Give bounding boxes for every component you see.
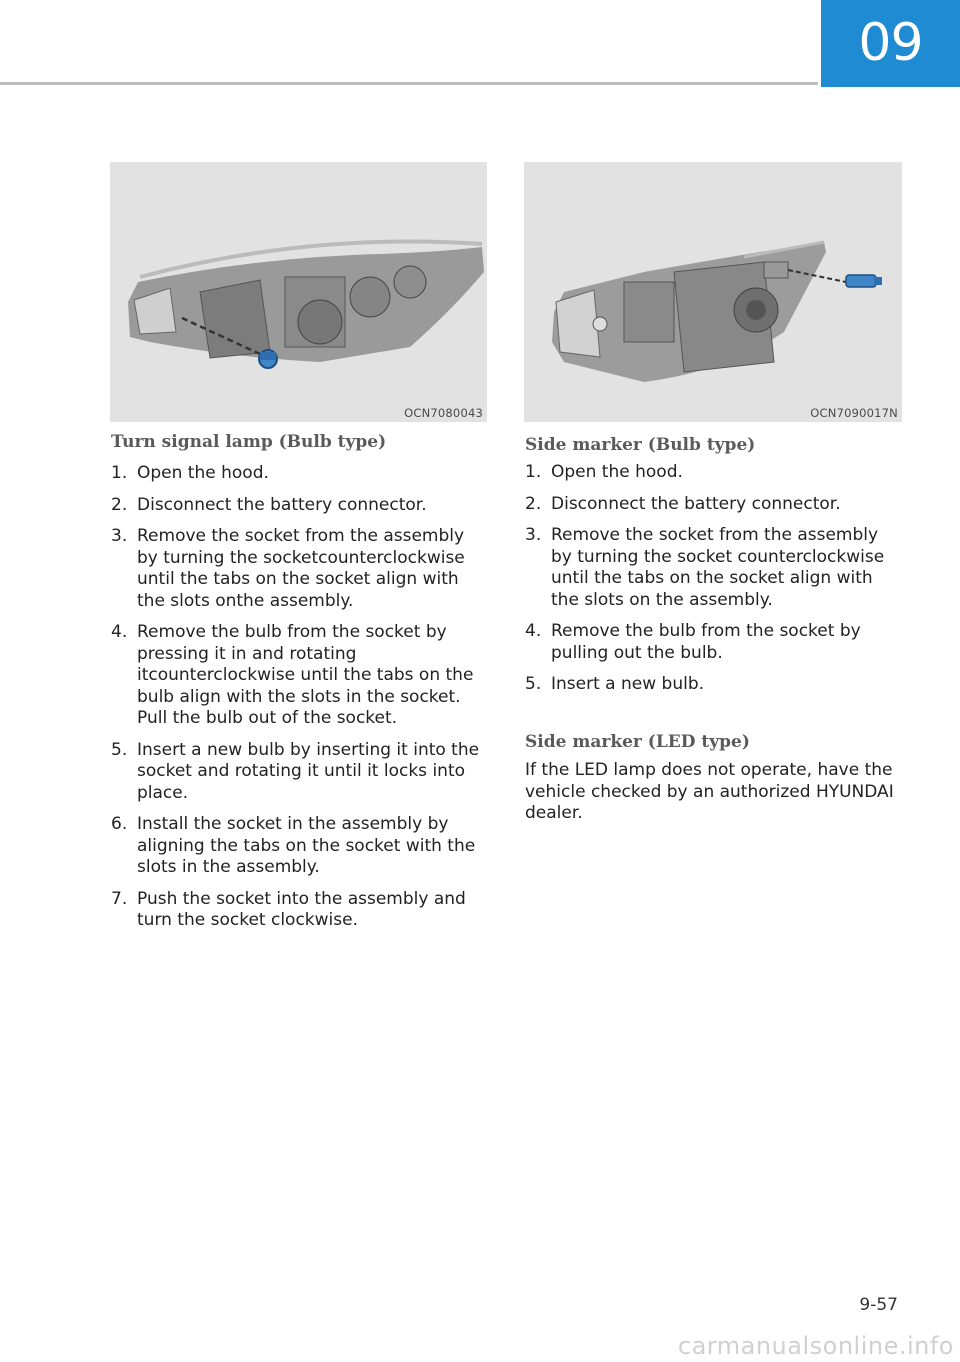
list-item — [111, 463, 481, 485]
step-text: Remove the socket from the assembly by turning the socket counterclockwise until the tabs on the socket align with the slots on the assembly. — [551, 525, 885, 610]
turn-signal-steps — [111, 463, 481, 942]
step-number: 2. — [111, 494, 128, 515]
step-number: 7. — [111, 888, 128, 909]
header-rule — [0, 82, 818, 85]
step-number: 3. — [111, 526, 128, 546]
list-item — [525, 494, 895, 516]
section-heading-side-marker-led: Side marker (LED type) — [525, 732, 750, 752]
step-number: 6. — [111, 814, 128, 834]
step-number: 5. — [111, 739, 128, 760]
watermark: carmanualsonline.info — [677, 1332, 954, 1360]
step-text: Remove the bulb from the socket by pressing it in and rotating itcounterclockwise until the tabs on the bulb align with the slots in the socket. Pull the bulb out of the socket. — [137, 622, 474, 728]
step-number: 4. — [525, 621, 542, 641]
step-number: 4. — [111, 622, 128, 642]
step-text: Disconnect the battery connector. — [551, 493, 841, 514]
side-marker-steps — [525, 462, 895, 706]
led-paragraph: If the LED lamp does not operate, have the vehicle checked by an authorized HYUNDAI dealer. — [525, 760, 894, 823]
list-item — [111, 526, 481, 612]
step-number: 5. — [525, 674, 542, 694]
section-heading-side-marker-bulb: Side marker (Bulb type) — [525, 435, 756, 455]
step-text: Remove the bulb from the socket by pulling out the bulb. — [551, 621, 861, 663]
list-item — [525, 674, 895, 696]
list-item — [525, 462, 895, 484]
side-marker-figure — [524, 162, 902, 422]
step-text: Insert a new bulb by inserting it into the socket and rotating it until it locks into place. — [137, 739, 480, 803]
step-text: Insert a new bulb. — [551, 674, 705, 694]
step-text: Install the socket in the assembly by aligning the tabs on the socket with the slots in the assembly. — [137, 814, 476, 877]
list-item — [525, 621, 895, 664]
step-number: 1. — [525, 462, 542, 482]
figure-code: OCN7080043 — [404, 406, 483, 420]
list-item — [111, 889, 481, 932]
section-heading-turn-signal: Turn signal lamp (Bulb type) — [111, 432, 387, 452]
step-number: 1. — [111, 463, 128, 483]
step-number: 3. — [525, 525, 542, 545]
step-number: 2. — [525, 493, 542, 514]
step-text: Open the hood. — [551, 462, 683, 482]
list-item — [111, 814, 481, 879]
list-item — [111, 740, 481, 805]
list-item — [525, 525, 895, 611]
headlamp-illustration — [110, 162, 487, 422]
step-text: Open the hood. — [137, 463, 269, 483]
step-text: Remove the socket from the assembly by turning the socketcounterclockwise until the tabs on the socket align with the slots onthe assembly. — [137, 526, 465, 611]
figure-code: OCN7090017N — [810, 406, 898, 420]
chapter-tab: 09 — [821, 0, 960, 87]
list-item — [111, 622, 481, 730]
turn-signal-lamp-figure — [110, 162, 487, 422]
step-text: Push the socket into the assembly and turn the socket clockwise. — [137, 888, 466, 930]
list-item — [111, 495, 481, 517]
step-text: Disconnect the battery connector. — [137, 494, 427, 515]
page-number: 9-57 — [859, 1295, 898, 1315]
side-marker-illustration — [524, 162, 902, 422]
